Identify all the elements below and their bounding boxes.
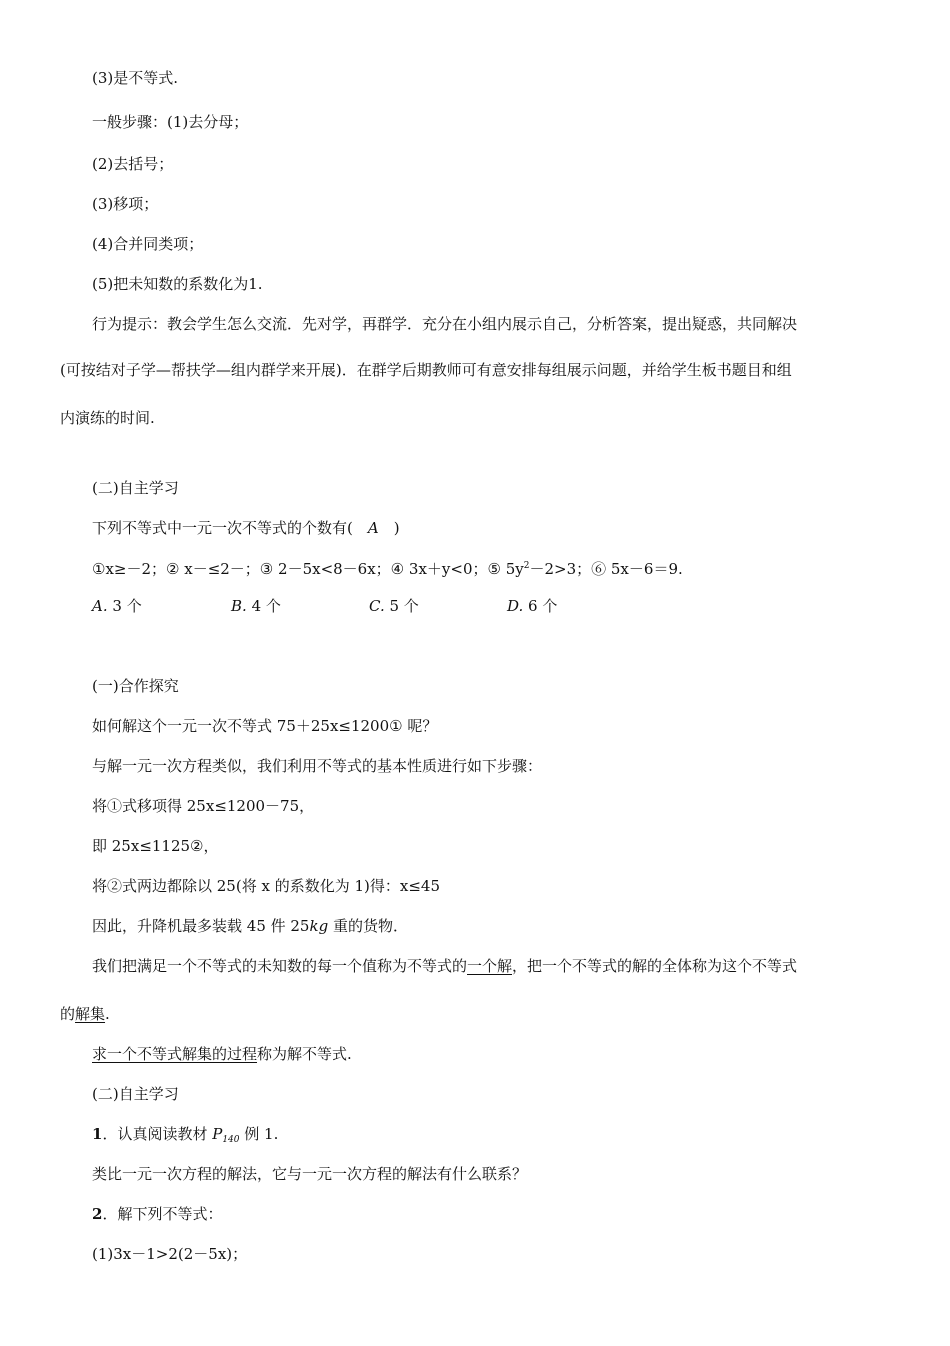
definition-line-2: 的解集. (60, 1005, 110, 1023)
task-2-line: 2．解下列不等式： (92, 1205, 223, 1223)
behavior-tip-line-3: 内演练的时间. (60, 409, 155, 427)
choice-b: B. 4 个 (231, 597, 281, 615)
task-1-line: 1．认真阅读教材 $P_{140}$ 例 1. (92, 1125, 279, 1145)
how-to-solve-line: 如何解这个一元一次不等式 75＋25x≤1200① 呢？ (92, 717, 438, 735)
choice-c: C. 5 个 (369, 597, 419, 615)
section-heading-self-study-2: (二)自主学习 (92, 1085, 179, 1103)
task-2-item-1: (1)3x－1>2(2－5x)； (92, 1245, 248, 1263)
move-terms-line: 将①式移项得 25x≤1200－75， (92, 797, 315, 815)
simplified-line: 即 25x≤1125②， (92, 837, 219, 855)
step-3-line: (3)是不等式. (92, 69, 179, 87)
step-remove-brackets: (2)去括号； (92, 155, 174, 173)
divide-line: 将②式两边都除以 25(将 x 的系数化为 1)得：x≤45 (92, 877, 440, 895)
conclusion-line: 因此，升降机最多装载 45 件 25kg 重的货物． (92, 917, 408, 935)
choice-d: D. 6 个 (507, 597, 558, 615)
definition-line-1: 我们把满足一个不等式的未知数的每一个值称为不等式的一个解，把一个不等式的解的全体称为这个不等式 (92, 957, 798, 975)
general-steps-line: 一般步骤：(1)去分母； (92, 113, 249, 131)
section-heading-self-study: (二)自主学习 (92, 479, 179, 497)
similar-steps-line: 与解一元一次方程类似，我们利用不等式的基本性质进行如下步骤： (92, 757, 543, 775)
inequality-options-line: ①x≥－2；② x－≤2－；③ 2－5x<8－6x；④ 3x＋y<0；⑤ $5y^2-2>3$；⑥ 5x－6＝9. (92, 560, 683, 578)
section-heading-cooperation: (一)合作探究 (92, 677, 179, 695)
choice-row (92, 596, 792, 616)
step-move-terms: (3)移项； (92, 195, 159, 213)
behavior-tip-line-1: 行为提示：教会学生怎么交流．先对学，再群学．充分在小组内展示自己，分析答案，提出疑惑，共同解决 (92, 315, 798, 333)
solve-definition-line: 求一个不等式解集的过程称为解不等式. (92, 1045, 352, 1063)
analogy-question-line: 类比一元一次方程的解法，它与一元一次方程的解法有什么联系？ (92, 1165, 528, 1183)
question-line: 下列不等式中一元一次不等式的个数有( A ) (92, 519, 400, 537)
behavior-tip-line-2: (可按结对子学—帮扶学—组内群学来开展)．在群学后期教师可有意安排每组展示问题，并给学生板书题目和组 (60, 361, 792, 379)
choice-a: A. 3 个 (92, 597, 142, 615)
step-coefficient: (5)把未知数的系数化为1. (92, 275, 263, 293)
step-combine-terms: (4)合并同类项； (92, 235, 204, 253)
